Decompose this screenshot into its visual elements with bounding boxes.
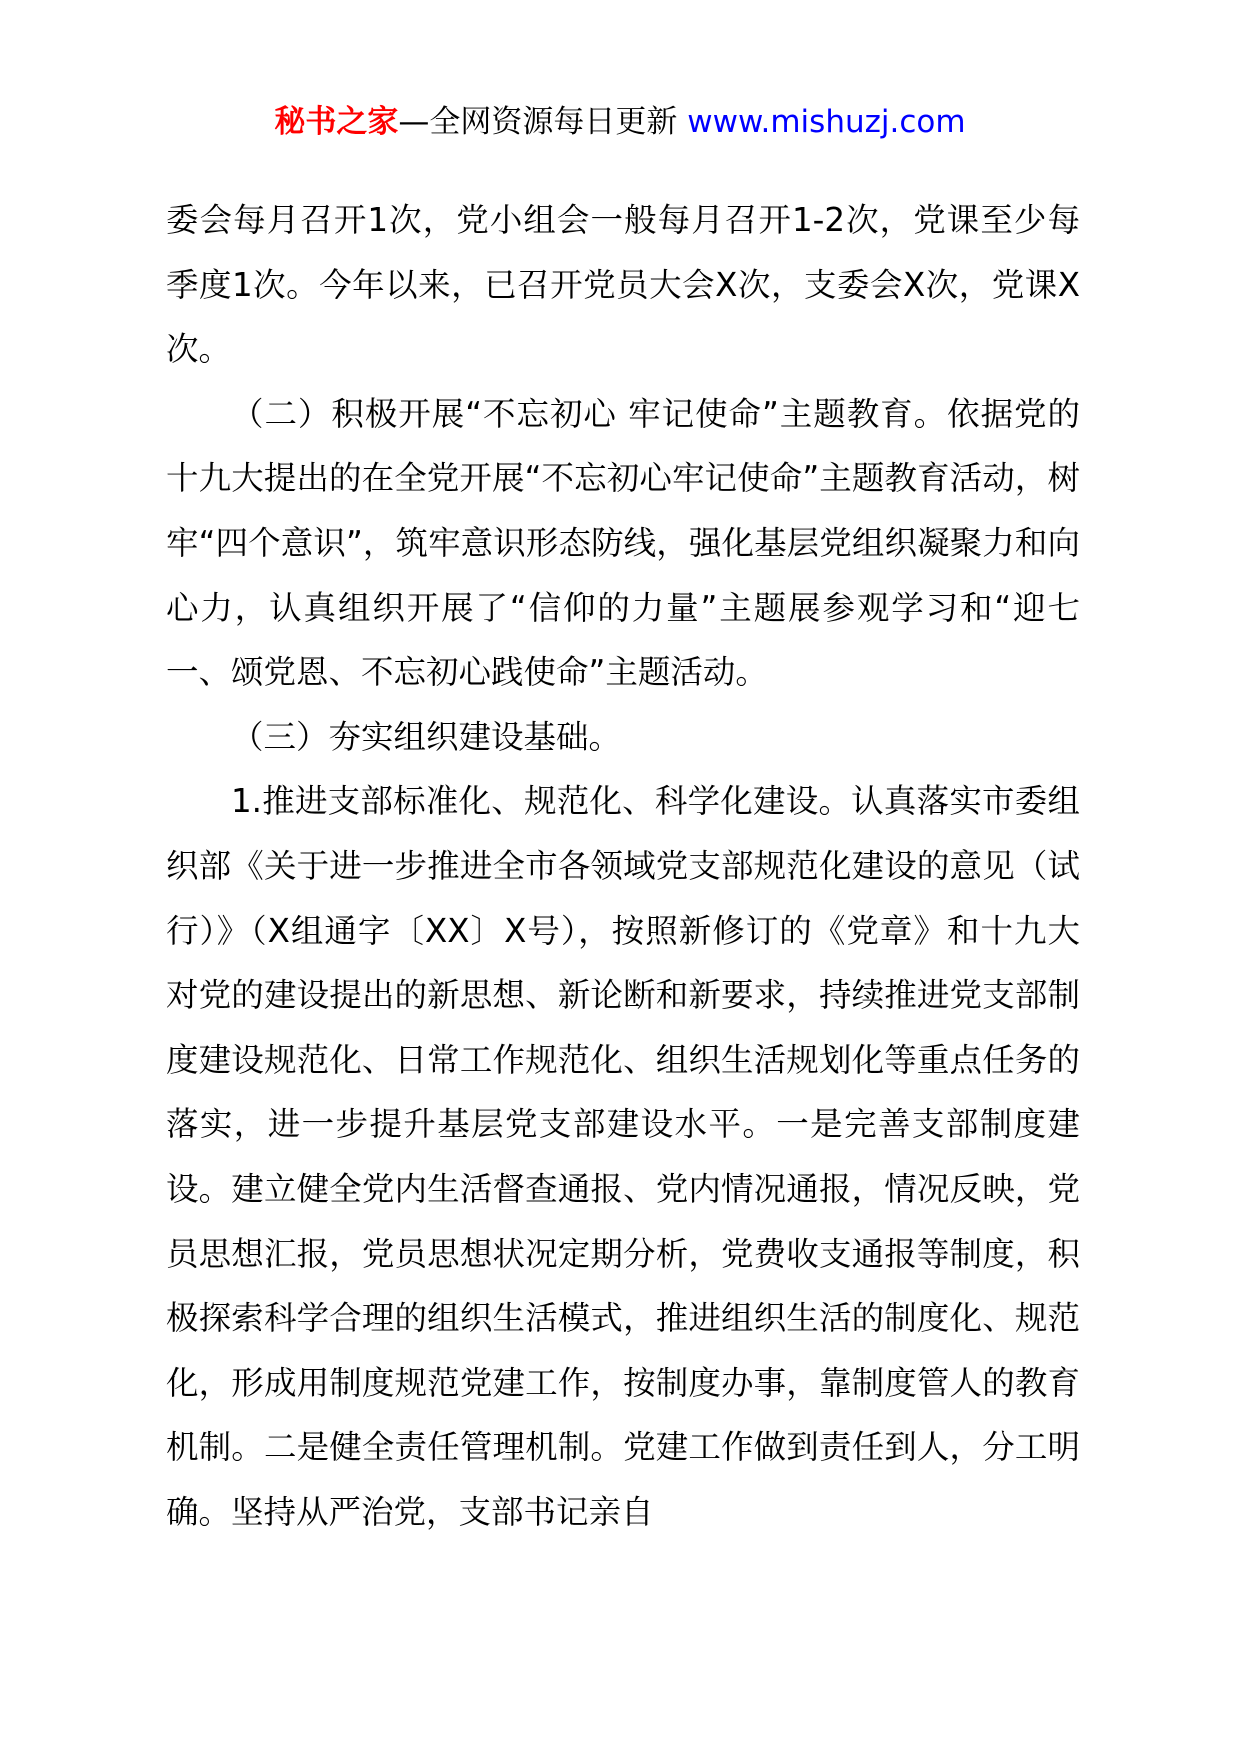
- header-tagline: —全网资源每日更新: [398, 104, 678, 140]
- section-heading-organization: （三）夯实组织建设基础。: [231, 717, 622, 756]
- paragraph-theme-education: （二）积极开展“不忘初心 牢记使命”主题教育。依据党的十九大提出的在全党开展“不忘初心牢记使命”主题教育活动，树牢“四个意识”，筑牢意识形态防线，强化基层党组织凝聚力和向心力，认真组织开展了“信仰的力量”主题展参观学习和“迎七一、颂党恩、不忘初心践使命”主题活动。: [166, 394, 1080, 692]
- brand-name: 秘书之家: [274, 104, 399, 140]
- page-header: [0, 100, 1240, 144]
- paragraph-continued: 委会每月召开1次，党小组会一般每月召开1-2次，党课至少每季度1次。今年以来，已召开党员大会X次，支委会X次，党课X次。: [166, 201, 1080, 369]
- site-url-link[interactable]: www.mishuzj.com: [687, 104, 966, 140]
- document-body: [166, 188, 1080, 1544]
- paragraph-branch-standardization: 1.推进支部标准化、规范化、科学化建设。认真落实市委组织部《关于进一步推进全市各领域党支部规范化建设的意见（试行）》（X组通字〔XX〕X号），按照新修订的《党章》和十九大对党的建设提出的新思想、新论断和新要求，持续推进党支部制度建设规范化、日常工作规范化、组织生活规划化等重点任务的落实，进一步提升基层党支部建设水平。一是完善支部制度建设。建立健全党内生活督查通报、党内情况通报，情况反映，党员思想汇报，党员思想状况定期分析，党费收支通报等制度，积极探索科学合理的组织生活模式，推进组织生活的制度化、规范化，形成用制度规范党建工作，按制度办事，靠制度管人的教育机制。二是健全责任管理机制。党建工作做到责任到人，分工明确。坚持从严治党，支部书记亲自: [166, 782, 1080, 1531]
